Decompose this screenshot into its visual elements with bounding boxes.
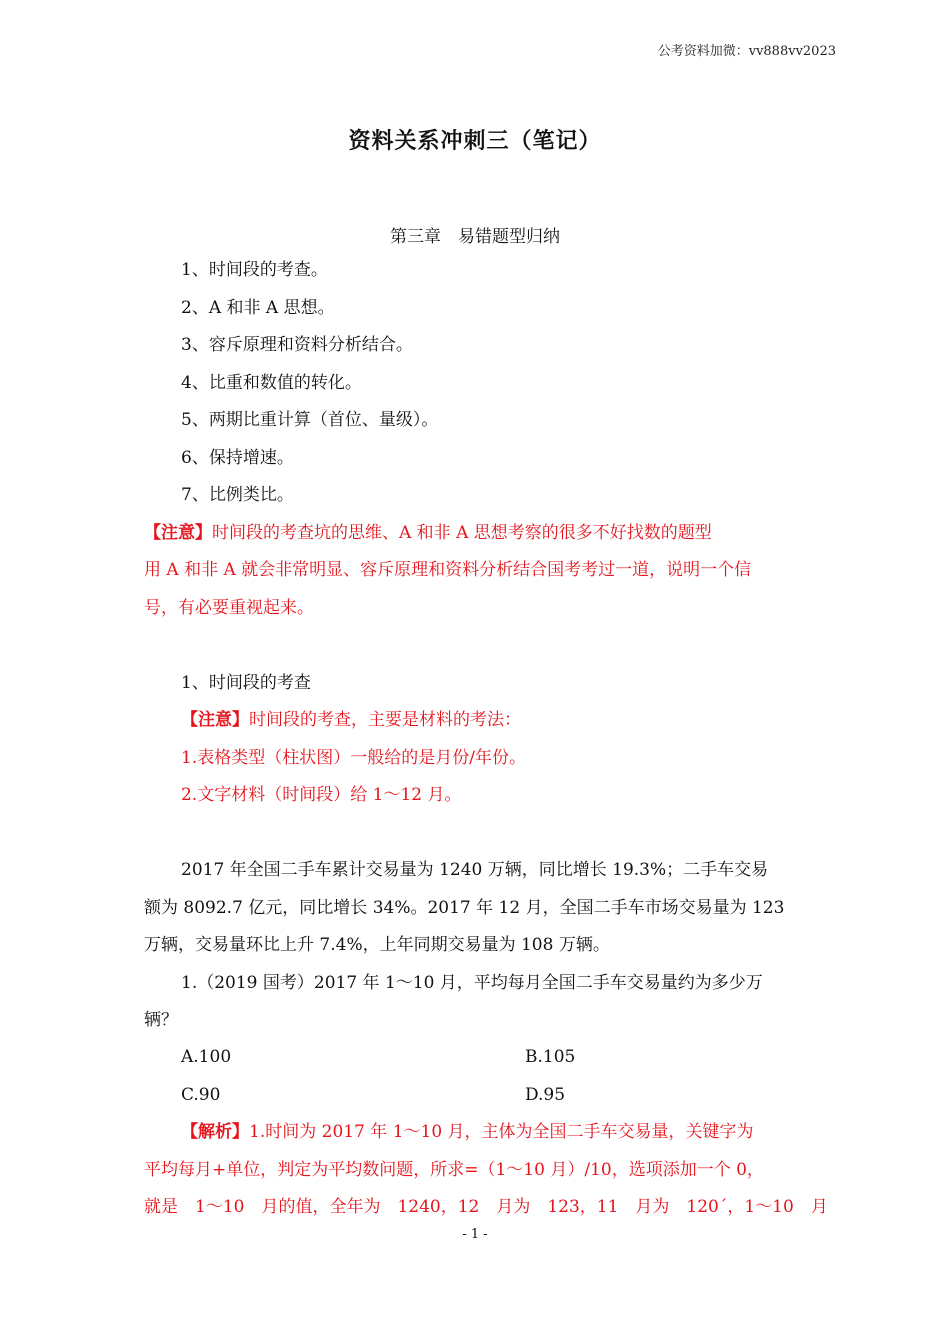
question-line: 1.（2019 国考）2017 年 1～10 月，平均每月全国二手车交易量约为多少万: [181, 973, 763, 993]
material-line: 2017 年全国二手车累计交易量为 1240 万辆，同比增长 19.3%；二手车交易: [181, 860, 769, 880]
list-item: 1、时间段的考查。: [181, 260, 328, 280]
note-label: 【注意】: [181, 710, 249, 730]
option-b: B.105: [525, 1047, 576, 1067]
list-item: 7、比例类比。: [181, 485, 294, 505]
list-item: 2、A 和非 A 思想。: [181, 298, 335, 318]
page-number: - 1 -: [462, 1227, 488, 1242]
option-a: A.100: [181, 1047, 232, 1067]
header-note: 公考资料加微：vv888vv2023: [657, 44, 836, 59]
section-heading: 1、时间段的考查: [181, 673, 311, 693]
section-point: 1.表格类型（柱状图）一般给的是月份/年份。: [181, 748, 526, 768]
section-point: 2.文字材料（时间段）给 1～12 月。: [181, 785, 462, 805]
analysis-label: 【解析】: [181, 1122, 249, 1142]
option-c: C.90: [181, 1085, 221, 1105]
note-text: 时间段的考查坑的思维、A 和非 A 思想考察的很多不好找数的题型: [212, 523, 712, 543]
option-d: D.95: [525, 1085, 566, 1105]
analysis-line: 平均每月+单位，判定为平均数问题，所求=（1～10 月）/10，选项添加一个 0，: [144, 1160, 764, 1180]
analysis-paragraph: [181, 1120, 754, 1144]
chapter-heading: 第三章 易错题型归纳: [390, 227, 560, 247]
note-label: 【注意】: [144, 523, 212, 543]
analysis-text: 1.时间为 2017 年 1～10 月，主体为全国二手车交易量，关键字为: [249, 1122, 754, 1142]
list-item: 6、保持增速。: [181, 448, 294, 468]
material-line: 万辆，交易量环比上升 7.4%，上年同期交易量为 108 万辆。: [144, 935, 610, 955]
note-text: 时间段的考查，主要是材料的考法：: [249, 710, 521, 730]
list-item: 3、容斥原理和资料分析结合。: [181, 335, 413, 355]
analysis-line: 就是 1～10 月的值，全年为 1240，12 月为 123，11 月为 120´，1～10 月: [144, 1197, 828, 1217]
page-title: 资料关系冲刺三（笔记）: [348, 128, 602, 154]
list-item: 5、两期比重计算（首位、量级）。: [181, 410, 439, 430]
list-item: 4、比重和数值的转化。: [181, 373, 362, 393]
note-line: 用 A 和非 A 就会非常明显、容斥原理和资料分析结合国考考过一道，说明一个信: [144, 560, 752, 580]
note-paragraph: [144, 521, 712, 545]
section-note: [181, 708, 521, 732]
material-line: 额为 8092.7 亿元，同比增长 34%。2017 年 12 月，全国二手车市场交易量为 123: [144, 898, 785, 918]
note-line: 号，有必要重视起来。: [144, 598, 314, 618]
question-line: 辆？: [144, 1010, 178, 1030]
